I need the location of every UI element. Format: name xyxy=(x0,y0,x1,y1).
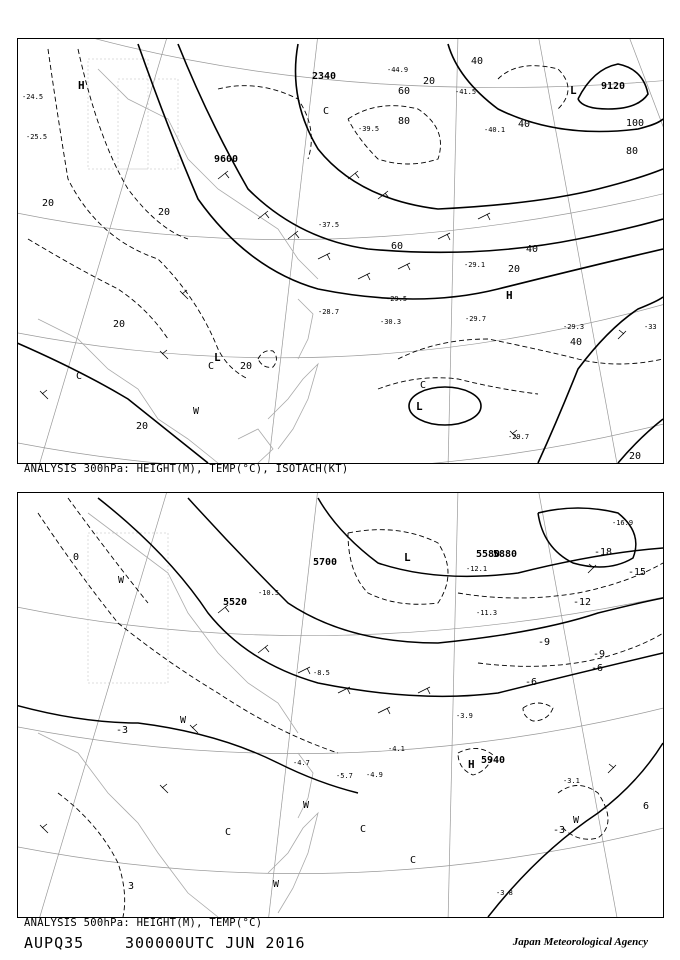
temp-label: -12.1 xyxy=(466,565,488,573)
height-label: 9600 xyxy=(214,154,239,165)
cold-mark: C xyxy=(208,361,215,372)
isotach-label: 20 xyxy=(629,451,642,462)
isotherm-contours xyxy=(28,49,663,394)
warm-mark: W xyxy=(273,879,280,890)
isotach-label: 20 xyxy=(508,264,521,275)
isotach-label: 40 xyxy=(518,119,531,130)
temp-label: -4.9 xyxy=(366,771,383,779)
cold-mark: C xyxy=(420,380,427,391)
cold-mark: C xyxy=(76,371,83,382)
isotach-labels xyxy=(42,56,644,462)
temp-label: -5.7 xyxy=(336,772,353,780)
high-center-label: H xyxy=(468,758,475,771)
temp-label: -4.7 xyxy=(293,759,310,767)
temp-label: -41.5 xyxy=(455,88,477,96)
temp-contour-label: -6 xyxy=(525,677,538,688)
temp-label: -3.9 xyxy=(456,712,473,720)
temp-label: -39.5 xyxy=(358,125,380,133)
temp-label: -40.1 xyxy=(484,126,506,134)
temp-label: -4.1 xyxy=(388,745,405,753)
isotach-label: 80 xyxy=(626,146,639,157)
temp-contour-label: -3 xyxy=(116,725,129,736)
low-center-label: L xyxy=(214,351,221,364)
temp-contour-label: -12 xyxy=(573,597,592,608)
isotach-label: 20 xyxy=(423,76,436,87)
latitude-lines xyxy=(18,593,663,874)
height-label: 5940 xyxy=(481,755,506,766)
map-panel-300hpa xyxy=(17,38,664,464)
temp-contour-label: -9 xyxy=(538,637,551,648)
isotach-label: 40 xyxy=(526,244,539,255)
height-label: 5520 xyxy=(223,597,248,608)
temp-label: -8.5 xyxy=(313,669,330,677)
warm-cold-marks xyxy=(118,575,580,890)
isotach-label: 20 xyxy=(240,361,253,372)
temp-label: -24.5 xyxy=(22,93,44,101)
warm-mark: W xyxy=(118,575,125,586)
isotach-label: 60 xyxy=(391,241,404,252)
panel-500-caption: ANALYSIS 500hPa: HEIGHT(M), TEMP(°C) xyxy=(24,917,263,929)
height-labels xyxy=(214,71,625,165)
height-label: 5880 xyxy=(493,549,518,560)
isotach-label: 20 xyxy=(42,198,55,209)
valid-time: 300000UTC JUN 2016 xyxy=(125,934,306,952)
map-500hpa-svg xyxy=(18,493,663,917)
temp-label: -29.3 xyxy=(563,323,585,331)
high-center-label: H xyxy=(78,79,85,92)
temp-label: -29.5 xyxy=(386,295,408,303)
temp-contour-label: -9 xyxy=(593,649,606,660)
temp-contour-label: 3 xyxy=(128,881,135,892)
low-center-label: L xyxy=(570,84,577,97)
height-label: 5700 xyxy=(313,557,338,568)
isotach-label: 80 xyxy=(398,116,411,127)
warm-mark: W xyxy=(180,715,187,726)
low-center-label: L xyxy=(416,400,423,413)
hatch-area xyxy=(88,533,168,683)
map-panel-500hpa xyxy=(17,492,664,918)
temp-contour-label: -6 xyxy=(591,663,604,674)
isotach-label: 40 xyxy=(471,56,484,67)
isotach-label: 20 xyxy=(113,319,126,330)
isotach-label: 20 xyxy=(158,207,171,218)
height-label: 5580 xyxy=(476,549,501,560)
temperature-labels xyxy=(22,66,657,441)
temp-contour-label: 6 xyxy=(643,801,650,812)
warm-mark: W xyxy=(573,815,580,826)
temp-label: -28.7 xyxy=(318,308,340,316)
temp-label: -3.1 xyxy=(563,777,580,785)
panel-300-caption: ANALYSIS 300hPa: HEIGHT(M), TEMP(°C), ISOTACH(KT) xyxy=(24,463,349,475)
temp-label: -29.7 xyxy=(465,315,487,323)
temp-label: -16.9 xyxy=(612,519,634,527)
temp-label: -37.5 xyxy=(318,221,340,229)
temp-label: -44.9 xyxy=(387,66,409,74)
height-contours xyxy=(18,44,663,463)
temp-label: -11.3 xyxy=(476,609,498,617)
pressure-centers xyxy=(404,551,475,771)
longitude-lines xyxy=(38,39,663,463)
temp-label: -30.3 xyxy=(380,318,402,326)
high-center-label: H xyxy=(506,289,513,302)
temp-label: -10.5 xyxy=(258,589,280,597)
height-contours xyxy=(18,498,663,917)
temp-label: -29.7 xyxy=(508,433,530,441)
isotach-label: 60 xyxy=(398,86,411,97)
isotach-label: 20 xyxy=(136,421,149,432)
temp-contour-label: -3 xyxy=(553,825,566,836)
chart-id: AUPQ35 xyxy=(24,934,85,952)
agency-name: Japan Meteorological Agency xyxy=(512,936,648,948)
cold-mark: C xyxy=(410,855,417,866)
temp-contour-label: -18 xyxy=(594,547,613,558)
temp-label: -29.1 xyxy=(464,261,486,269)
warm-mark: W xyxy=(303,800,310,811)
wind-barbs xyxy=(40,564,616,833)
temp-label: -3.8 xyxy=(496,889,513,897)
height-label: 9120 xyxy=(601,81,626,92)
temp-contour-label: -15 xyxy=(628,567,647,578)
temp-contour-label: 0 xyxy=(73,552,80,563)
isotach-label: 40 xyxy=(570,337,583,348)
height-label: 2340 xyxy=(312,71,337,82)
temp-label: -33 xyxy=(644,323,657,331)
isotach-label: 100 xyxy=(626,118,645,129)
temp-label: -25.5 xyxy=(26,133,48,141)
low-center-label: L xyxy=(404,551,411,564)
map-300hpa-svg xyxy=(18,39,663,463)
cold-mark: C xyxy=(360,824,367,835)
warm-mark: W xyxy=(193,406,200,417)
cold-mark: C xyxy=(323,106,330,117)
cold-mark: C xyxy=(225,827,232,838)
